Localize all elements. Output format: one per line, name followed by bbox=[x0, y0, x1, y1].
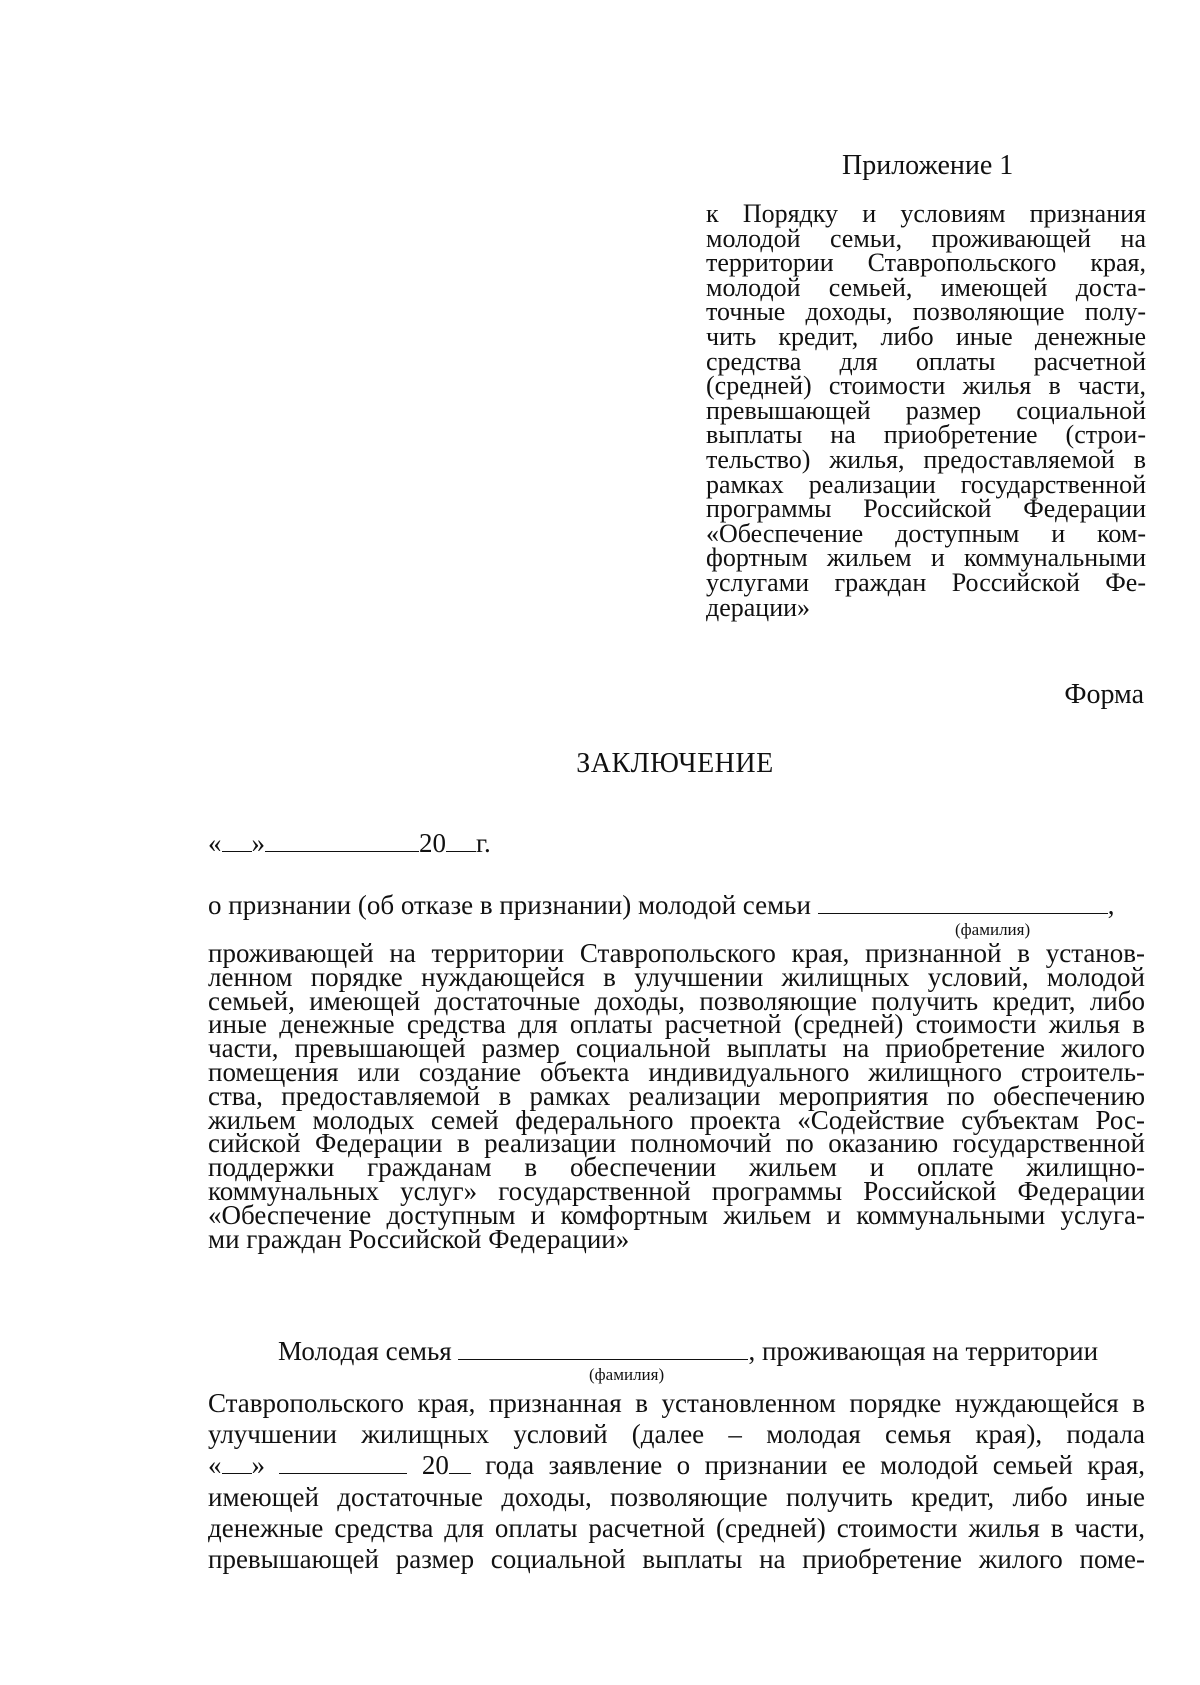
form-label: Форма bbox=[1064, 679, 1144, 710]
family-suffix: , проживающая на территории bbox=[748, 1336, 1099, 1366]
paragraph-2 bbox=[208, 1388, 1145, 1575]
surname-caption: (фамилия) bbox=[589, 1365, 665, 1384]
close-quote: » bbox=[251, 1450, 265, 1481]
appendix-line: к Порядку и условиям признания bbox=[706, 199, 1146, 228]
family-line bbox=[278, 1336, 1098, 1367]
year-prefix: 20 bbox=[419, 828, 446, 858]
surname-caption: (фамилия) bbox=[955, 920, 1031, 939]
paragraph-line: проживающей на территории Ставропольского края, признанной в установ- bbox=[208, 938, 1145, 968]
paragraph-line: денежные средства для оплаты расчетной (средней) стоимости жилья в части, bbox=[208, 1512, 1145, 1543]
appendix-line: программы Российской Федерации bbox=[706, 494, 1146, 524]
appendix-line: тельство) жилья, предоставляемой в bbox=[706, 444, 1146, 474]
appendix-line: чить кредит, либо иные денежные bbox=[706, 321, 1146, 351]
appendix-line: молодой семьи, проживающей на bbox=[706, 223, 1146, 253]
appendix-reference bbox=[706, 199, 1146, 622]
day-blank[interactable] bbox=[222, 829, 252, 852]
appendix-line: выплаты на приобретение (строи- bbox=[706, 420, 1146, 450]
appendix-line: превышающей размер социальной bbox=[706, 395, 1146, 425]
paragraph-line: ми граждан Российской Федерации» bbox=[208, 1223, 630, 1254]
year-blank[interactable] bbox=[449, 1451, 471, 1474]
paragraph-line: Ставропольского края, признанная в установленном порядке нуждающейся в bbox=[208, 1388, 1145, 1418]
about-line bbox=[208, 890, 1114, 921]
year-blank[interactable] bbox=[446, 829, 476, 852]
paragraph-line: сийской Федерации в реализации полномочий по оказанию государственной bbox=[208, 1128, 1145, 1159]
paragraph-line: поддержки гражданам в обеспечении жильем и оплате жилищно- bbox=[208, 1152, 1145, 1183]
appendix-line: точные доходы, позволяющие полу- bbox=[706, 297, 1146, 327]
paragraph-line: ленном порядке нуждающейся в улучшении жилищных условий, молодой bbox=[208, 961, 1145, 992]
family-prefix: Молодая семья bbox=[278, 1336, 452, 1366]
appendix-line: молодой семьей, имеющей доста- bbox=[706, 272, 1146, 302]
paragraph-line: превышающей размер социальной выплаты на приобретение жилого поме- bbox=[208, 1543, 1145, 1574]
application-text: года заявление о признании ее молодой семьей края, bbox=[485, 1450, 1146, 1481]
close-quote: » bbox=[251, 828, 265, 858]
appendix-line: услугами граждан Российской Фе- bbox=[706, 567, 1146, 597]
paragraph-line: улучшении жилищных условий (далее – молодая семья края), подала bbox=[208, 1419, 1145, 1450]
paragraph-line: помещения или создание объекта индивидуального жилищного строитель- bbox=[208, 1056, 1145, 1087]
month-blank[interactable] bbox=[265, 829, 419, 852]
appendix-line: рамках реализации государственной bbox=[706, 469, 1146, 499]
paragraph-line: «Обеспечение доступным и комфортным жильем и коммунальными услуга- bbox=[208, 1199, 1145, 1230]
appendix-line: (средней) стоимости жилья в части, bbox=[706, 371, 1146, 401]
about-text: о признании (об отказе в признании) молодой семьи bbox=[208, 890, 811, 920]
paragraph-line-with-date bbox=[208, 1450, 1145, 1481]
paragraph-line: имеющей достаточные доходы, позволяющие получить кредит, либо иные bbox=[208, 1481, 1145, 1512]
appendix-title: Приложение 1 bbox=[842, 150, 1014, 181]
paragraph-line: жильем молодых семей федерального проекта «Содействие субъектам Рос- bbox=[208, 1104, 1145, 1135]
appendix-line: «Обеспечение доступным и ком- bbox=[706, 518, 1146, 548]
month-blank[interactable] bbox=[279, 1451, 407, 1474]
paragraph-line: ства, предоставляемой в рамках реализации мероприятия по обеспечению bbox=[208, 1080, 1145, 1111]
paragraph-1 bbox=[208, 938, 1145, 1254]
open-quote: « bbox=[208, 828, 222, 858]
family-surname-blank[interactable] bbox=[458, 1337, 748, 1360]
appendix-line: средства для оплаты расчетной bbox=[706, 346, 1146, 376]
day-blank[interactable] bbox=[222, 1451, 252, 1474]
open-quote: « bbox=[208, 1450, 222, 1481]
paragraph-line: иные денежные средства для оплаты расчетной (средней) стоимости жилья в bbox=[208, 1009, 1145, 1040]
family-surname-blank[interactable] bbox=[818, 891, 1108, 914]
document-title: ЗАКЛЮЧЕНИЕ bbox=[576, 748, 774, 779]
appendix-line: дерации» bbox=[706, 592, 811, 622]
appendix-line: фортным жильем и коммунальными bbox=[706, 543, 1146, 573]
year-prefix: 20 bbox=[421, 1450, 449, 1481]
appendix-line: территории Ставропольского края, bbox=[706, 248, 1146, 278]
date-line bbox=[208, 828, 491, 859]
paragraph-line: коммунальных услуг» государственной программы Российской Федерации bbox=[208, 1175, 1145, 1206]
paragraph-line: части, превышающей размер социальной выплаты на приобретение жилого bbox=[208, 1033, 1145, 1064]
about-comma: , bbox=[1107, 890, 1115, 920]
year-suffix: г. bbox=[476, 828, 491, 858]
paragraph-line: семьей, имеющей достаточные доходы, позволяющие получить кредит, либо bbox=[208, 985, 1145, 1016]
